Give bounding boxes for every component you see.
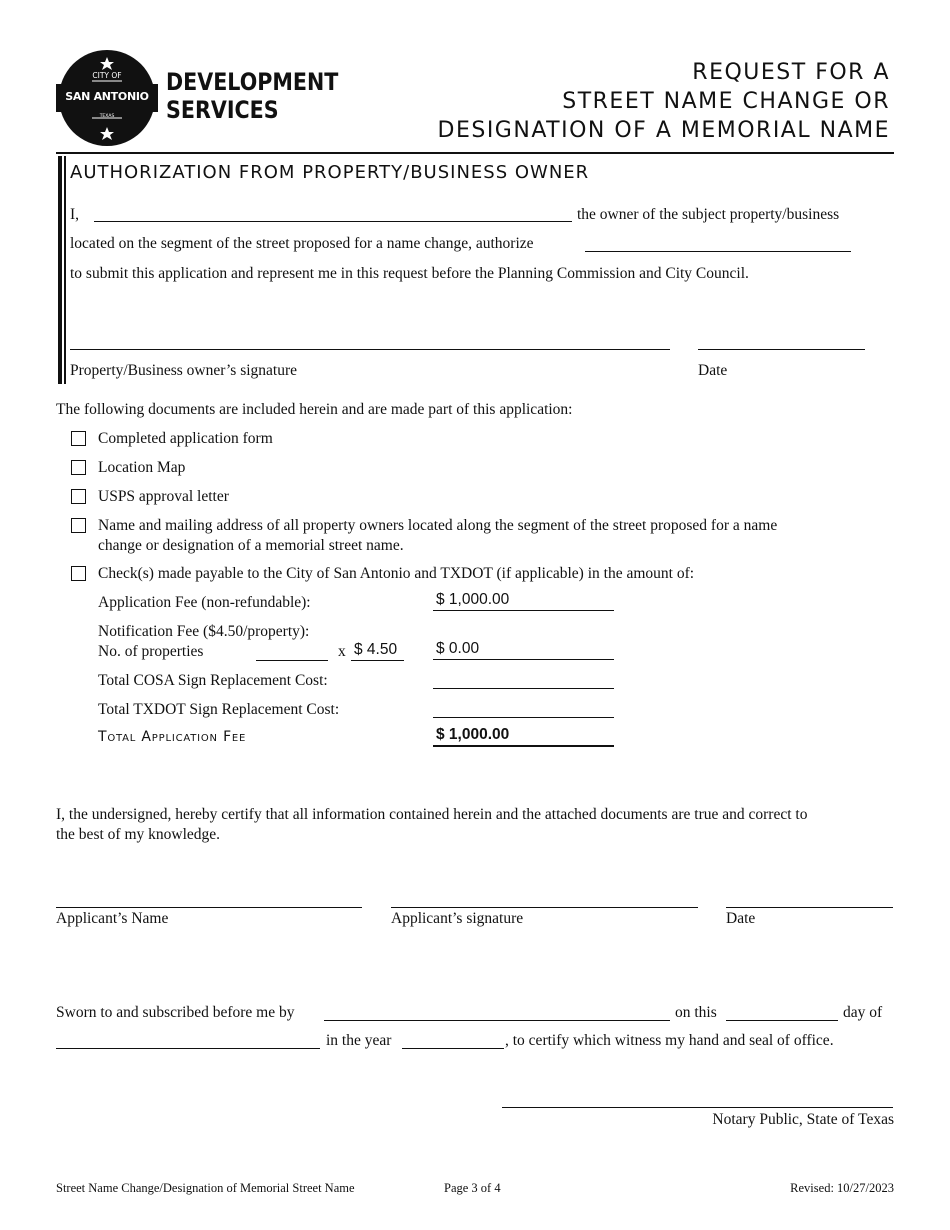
applicant-date-field[interactable] — [726, 890, 893, 908]
authorization-heading: AUTHORIZATION FROM PROPERTY/BUSINESS OWNER — [70, 162, 590, 183]
checkbox-checks[interactable] — [71, 566, 86, 581]
section-sidebar-bar-thin — [64, 156, 66, 384]
notary-subscriber-field[interactable] — [324, 1003, 670, 1021]
rate-value: $ 4.50 — [354, 641, 398, 658]
notary-on-this: on this — [675, 1004, 717, 1021]
notary-month-field[interactable] — [56, 1031, 320, 1049]
applicant-name-field[interactable] — [56, 890, 362, 908]
total-fee-label: Total Application Fee — [98, 729, 247, 745]
application-fee-value: $ 1,000.00 — [436, 591, 510, 608]
title-line-1: REQUEST FOR A — [692, 60, 890, 85]
page-title — [438, 58, 890, 145]
checklist-label: Location Map — [98, 459, 186, 476]
properties-count-field[interactable] — [256, 643, 328, 661]
checkbox-owner-addresses[interactable] — [71, 518, 86, 533]
application-fee-field[interactable] — [433, 588, 614, 611]
checklist-label-continued: change or designation of a memorial street name. — [98, 537, 404, 554]
notary-day-field[interactable] — [726, 1003, 838, 1021]
authorization-line2: located on the segment of the street proposed for a name change, authorize — [70, 235, 534, 252]
total-fee-value: $ 1,000.00 — [436, 726, 510, 743]
applicant-signature-label: Applicant’s signature — [391, 910, 524, 927]
owner-date-field[interactable] — [698, 332, 865, 350]
notary-in-the-year: in the year — [326, 1032, 392, 1049]
checklist-label: USPS approval letter — [98, 488, 229, 505]
notary-signature-field[interactable] — [502, 1090, 893, 1108]
notification-fee-label: Notification Fee ($4.50/property): — [98, 623, 310, 640]
notification-fee-field[interactable] — [433, 636, 614, 660]
multiplier-sign: x — [338, 643, 346, 660]
owner-signature-field[interactable] — [70, 332, 670, 350]
footer-form-name: Street Name Change/Designation of Memorial Street Name — [56, 1181, 355, 1195]
title-line-3: DESIGNATION OF A MEMORIAL NAME — [437, 118, 890, 143]
logo-department-line2: SERVICES — [166, 96, 279, 124]
rate-field — [351, 640, 404, 661]
documents-intro: The following documents are included herein and are made part of this application: — [56, 401, 573, 418]
header-divider — [56, 152, 894, 154]
notary-sworn-prefix: Sworn to and subscribed before me by — [56, 1004, 295, 1021]
title-line-2: STREET NAME CHANGE OR — [562, 89, 890, 114]
logo-city-name: SAN ANTONIO — [65, 90, 149, 103]
applicant-signature-field[interactable] — [391, 890, 698, 908]
notification-fee-value: $ 0.00 — [436, 640, 480, 657]
cosa-cost-label: Total COSA Sign Replacement Cost: — [98, 672, 328, 689]
checkbox-application-form[interactable] — [71, 431, 86, 446]
owner-date-label: Date — [698, 362, 728, 379]
checklist-label: Check(s) made payable to the City of San Antonio and TXDOT (if applicable) in the amount of: — [98, 565, 695, 582]
logo-state: TEXAS — [99, 114, 115, 119]
certification-line1: I, the undersigned, hereby certify that all information contained herein and the attached documents are true and correct to — [56, 806, 808, 823]
checkbox-location-map[interactable] — [71, 460, 86, 475]
owner-signature-label: Property/Business owner’s signature — [70, 362, 298, 379]
authorization-line3: to submit this application and represent me in this request before the Planning Commission and City Council. — [70, 265, 749, 282]
certification-line2: the best of my knowledge. — [56, 826, 221, 843]
notary-year-field[interactable] — [402, 1031, 504, 1049]
total-fee-field[interactable] — [433, 722, 614, 747]
authorized-representative-field[interactable] — [585, 234, 851, 252]
txdot-cost-field[interactable] — [433, 699, 614, 718]
applicant-name-label: Applicant’s Name — [56, 910, 169, 927]
application-fee-label: Application Fee (non-refundable): — [98, 594, 311, 611]
footer-revision-date: Revised: 10/27/2023 — [790, 1181, 894, 1195]
city-logo — [56, 48, 158, 148]
logo-city-of: CITY OF — [92, 71, 122, 80]
applicant-date-label: Date — [726, 910, 756, 927]
owner-name-field[interactable] — [94, 204, 572, 222]
txdot-cost-label: Total TXDOT Sign Replacement Cost: — [98, 701, 340, 718]
checklist-label: Name and mailing address of all property owners located along the segment of the street proposed for a name — [98, 517, 778, 534]
logo-department-line1: DEVELOPMENT — [166, 68, 339, 96]
checkbox-usps-letter[interactable] — [71, 489, 86, 504]
notary-label: Notary Public, State of Texas — [712, 1111, 894, 1128]
checklist-label: Completed application form — [98, 430, 273, 447]
authorization-line1-prefix: I, — [70, 206, 80, 223]
notary-day-of: day of — [843, 1004, 883, 1021]
footer-page-number: Page 3 of 4 — [444, 1181, 501, 1195]
authorization-line1-suffix: the owner of the subject property/business — [577, 206, 840, 223]
properties-count-label: No. of properties — [98, 643, 204, 660]
notary-witness-text: , to certify which witness my hand and seal of office. — [505, 1032, 834, 1049]
section-sidebar-bar — [58, 156, 62, 384]
cosa-cost-field[interactable] — [433, 670, 614, 689]
